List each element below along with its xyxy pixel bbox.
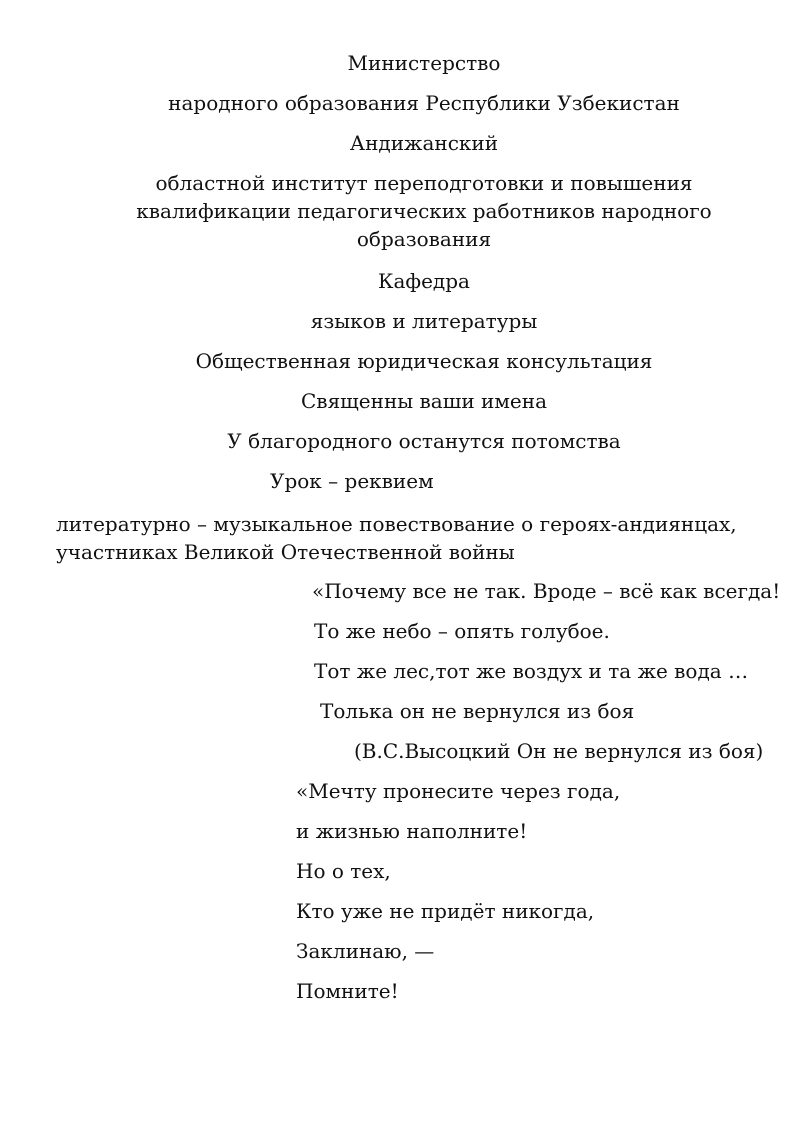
epigraph2-line-2: и жизнью наполните!: [296, 819, 528, 843]
epigraph2-line-6: Помните!: [296, 979, 399, 1003]
epigraph2-line-3: Но о тех,: [296, 859, 391, 883]
epigraph1-line-4: Толька он не вернулся из боя: [320, 699, 635, 723]
epigraph1-line-1: «Почему все не так. Вроде – всё как всегда!: [312, 579, 781, 603]
epigraph1-attribution: (В.С.Высоцкий Он не вернулся из боя): [354, 739, 764, 763]
epigraph1-line-2: То же небо – опять голубое.: [314, 619, 610, 643]
epigraph2-line-1: «Мечту пронесите через года,: [296, 779, 621, 803]
epigraph2-line-4: Кто уже не придёт никогда,: [296, 899, 595, 923]
department-heading: Кафедра: [378, 269, 470, 293]
institute-name: [0, 169, 800, 253]
title-lesson-requiem: Урок – реквием: [270, 469, 434, 493]
ministry-full-name: народного образования Республики Узбекистан: [168, 91, 680, 115]
description-line-2: участниках Великой Отечественной войны: [56, 540, 515, 564]
institute-line-3: образования: [356, 227, 492, 251]
consultation-heading: Общественная юридическая консультация: [195, 349, 653, 373]
ministry-heading: Министерство: [347, 51, 501, 75]
epigraph2-line-5: Заклинаю, —: [296, 939, 435, 963]
institute-line-2: квалификации педагогических работников народного: [136, 199, 712, 223]
department-full-name: языков и литературы: [310, 309, 538, 333]
description-line-1: литературно – музыкальное повествование о героях-андиянцах,: [56, 512, 737, 536]
region-heading: Андижанский: [349, 131, 499, 155]
title-descendants: У благородного останутся потомства: [227, 429, 621, 453]
title-names: Священны ваши имена: [301, 389, 547, 413]
institute-line-1: областной институт переподготовки и повышения: [155, 171, 693, 195]
epigraph1-line-3: Тот же лес,тот же воздух и та же вода …: [314, 659, 749, 683]
